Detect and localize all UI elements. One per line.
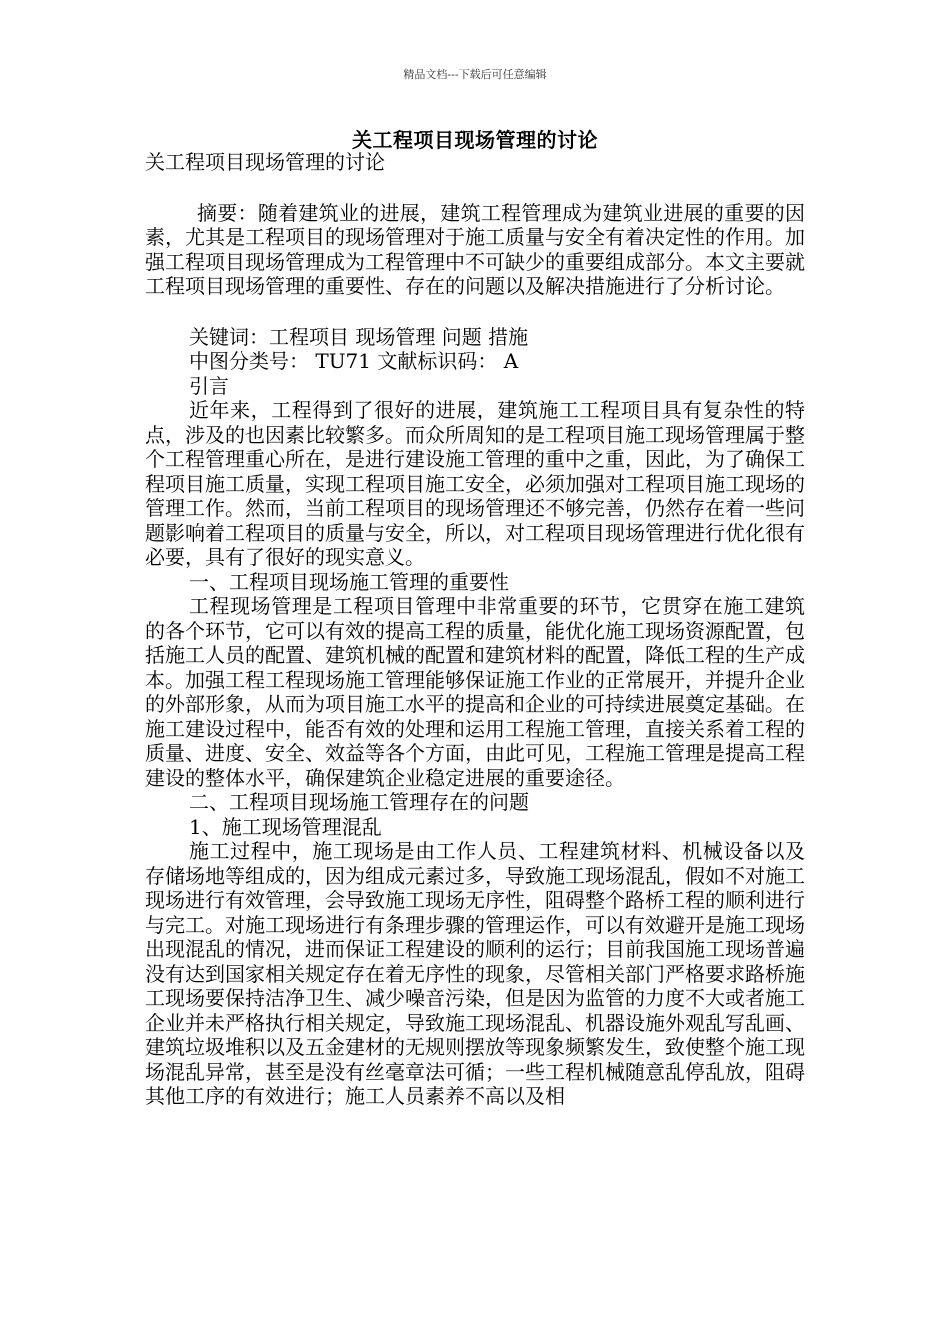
section2-subheading-1: 1、施工现场管理混乱 (189, 814, 382, 839)
section1-heading: 一、工程项目现场施工管理的重要性 (189, 569, 509, 594)
classification-line: 中图分类号： TU71 文献标识码： A (189, 349, 519, 373)
document-title: 关工程项目现场管理的讨论 (352, 128, 598, 152)
keywords-line: 关键词：工程项目 现场管理 问题 措施 (189, 324, 529, 349)
document-subtitle: 关工程项目现场管理的讨论 (145, 150, 385, 174)
page-header-note: 精品文档---下载后可任意编辑 (403, 68, 547, 81)
section1-paragraph: 工程现场管理是工程项目管理中非常重要的环节，它贯穿在施工建筑的各个环节，它可以有效的提高工程的质量，能优化施工现场资源配置，包括施工人员的配置、建筑机械的配置和建筑材料的配置，降低工程的生产成本。加强工程工程现场施工管理能够保证施工作业的正常展开，并提升企业的外部形象，从而为项目施工水平的提高和企业的可持续进展奠定基础。在施工建设过程中，能否有效的处理和运用工程施工管理，直接关系着工程的质量、进度、安全、效益等各个方面，由此可见，工程施工管理是提高工程建设的整体水平，确保建筑企业稳定进展的重要途径。 (145, 594, 805, 790)
section2-sub1-paragraph: 施工过程中，施工现场是由工作人员、工程建筑材料、机械设备以及存储场地等组成的，因为组成元素过多，导致施工现场混乱，假如不对施工现场进行有效管理，会导致施工现场无序性，阻碍整个路桥工程的顺利进行与完工。对施工现场进行有条理步骤的管理运作，可以有效避开是施工现场出现混乱的情况，进而保证工程建设的顺利的运行；目前我国施工现场普遍没有达到国家相关规定存在着无序性的现象，尽管相关部门严格要求路桥施工现场要保持洁净卫生、减少噪音污染，但是因为监管的力度不大或者施工企业并未严格执行相关规定，导致施工现场混乱、机器设施外观乱写乱画、建筑垃圾堆积以及五金建材的无规则摆放等现象频繁发生，致使整个施工现场混乱异常，甚至是没有丝毫章法可循；一些工程机械随意乱停乱放，阻碍其他工序的有效进行；施工人员素养不高以及相 (145, 839, 805, 1108)
section2-heading: 二、工程项目现场施工管理存在的问题 (189, 790, 529, 814)
document-body (145, 150, 805, 1109)
abstract-paragraph: 摘要：随着建筑业的进展，建筑工程管理成为建筑业进展的重要的因素，尤其是工程项目的现场管理对于施工质量与安全有着决定性的作用。加强工程项目现场管理成为工程管理中不可缺少的重要组成部分。本文主要就工程项目现场管理的重要性、存在的问题以及解决措施进行了分析讨论。 (145, 200, 805, 298)
intro-paragraph: 近年来，工程得到了很好的进展，建筑施工工程项目具有复杂性的特点，涉及的也因素比较繁多。而众所周知的是工程项目施工现场管理属于整个工程管理重心所在，是进行建设施工管理的重中之重，因此，为了确保工程项目施工质量，实现工程项目施工安全，必须加强对工程项目施工现场的管理工作。然而，当前工程项目的现场管理还不够完善，仍然存在着一些问题影响着工程项目的质量与安全，所以，对工程项目现场管理进行优化很有必要，具有了很好的现实意义。 (145, 398, 805, 569)
intro-heading: 引言 (189, 373, 229, 398)
